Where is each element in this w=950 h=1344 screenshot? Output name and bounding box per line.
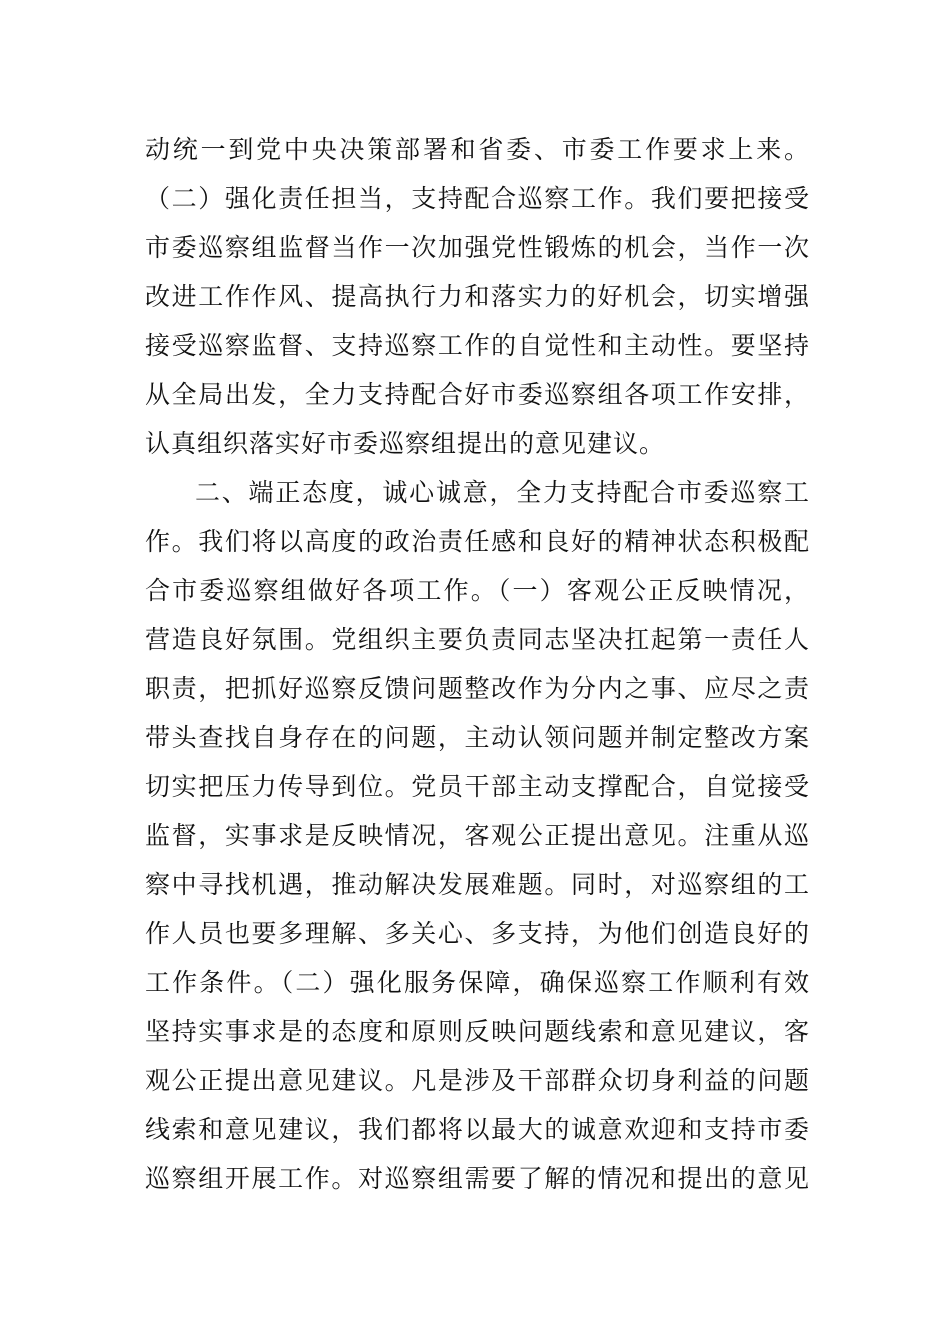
text-line-13: 带头查找自身存在的问题，主动认领问题并制定整改方案	[145, 723, 810, 752]
text-line-10: 合市委巡察组做好各项工作。（一）客观公正反映情况，	[145, 576, 810, 605]
text-line-14: 切实把压力传导到位。党员干部主动支撑配合，自觉接受	[145, 772, 810, 801]
text-line-21: 线索和意见建议，我们都将以最大的诚意欢迎和支持市委	[145, 1115, 810, 1144]
text-line-20: 观公正提出意见建议。凡是涉及干部群众切身利益的问题	[145, 1066, 810, 1095]
text-line-2: （二）强化责任担当，支持配合巡察工作。我们要把接受	[145, 184, 810, 213]
text-line-16: 察中寻找机遇，推动解决发展难题。同时，对巡察组的工	[145, 870, 810, 899]
text-line-7: 认真组织落实好市委巡察组提出的意见建议。	[145, 429, 666, 458]
text-line-18: 工作条件。（二）强化服务保障，确保巡察工作顺利有效	[145, 968, 810, 997]
text-line-9: 作。我们将以高度的政治责任感和良好的精神状态积极配	[145, 527, 810, 556]
text-line-3: 市委巡察组监督当作一次加强党性锻炼的机会，当作一次	[145, 233, 810, 262]
text-line-6: 从全局出发，全力支持配合好市委巡察组各项工作安排，	[145, 380, 810, 409]
text-line-8: 二、端正态度，诚心诚意，全力支持配合市委巡察工	[195, 478, 810, 507]
text-line-4: 改进工作作风、提高执行力和落实力的好机会，切实增强	[145, 282, 810, 311]
text-line-17: 作人员也要多理解、多关心、多支持，为他们创造良好的	[145, 919, 810, 948]
text-line-12: 职责，把抓好巡察反馈问题整改作为分内之事、应尽之责	[145, 674, 810, 703]
text-line-19: 坚持实事求是的态度和原则反映问题线索和意见建议，客	[145, 1017, 810, 1046]
text-line-22: 巡察组开展工作。对巡察组需要了解的情况和提出的意见	[145, 1164, 810, 1193]
text-line-1: 动统一到党中央决策部署和省委、市委工作要求上来。	[145, 135, 810, 164]
text-line-11: 营造良好氛围。党组织主要负责同志坚决扛起第一责任人	[145, 625, 810, 654]
text-line-5: 接受巡察监督、支持巡察工作的自觉性和主动性。要坚持	[145, 331, 810, 360]
text-line-15: 监督，实事求是反映情况，客观公正提出意见。注重从巡	[145, 821, 810, 850]
